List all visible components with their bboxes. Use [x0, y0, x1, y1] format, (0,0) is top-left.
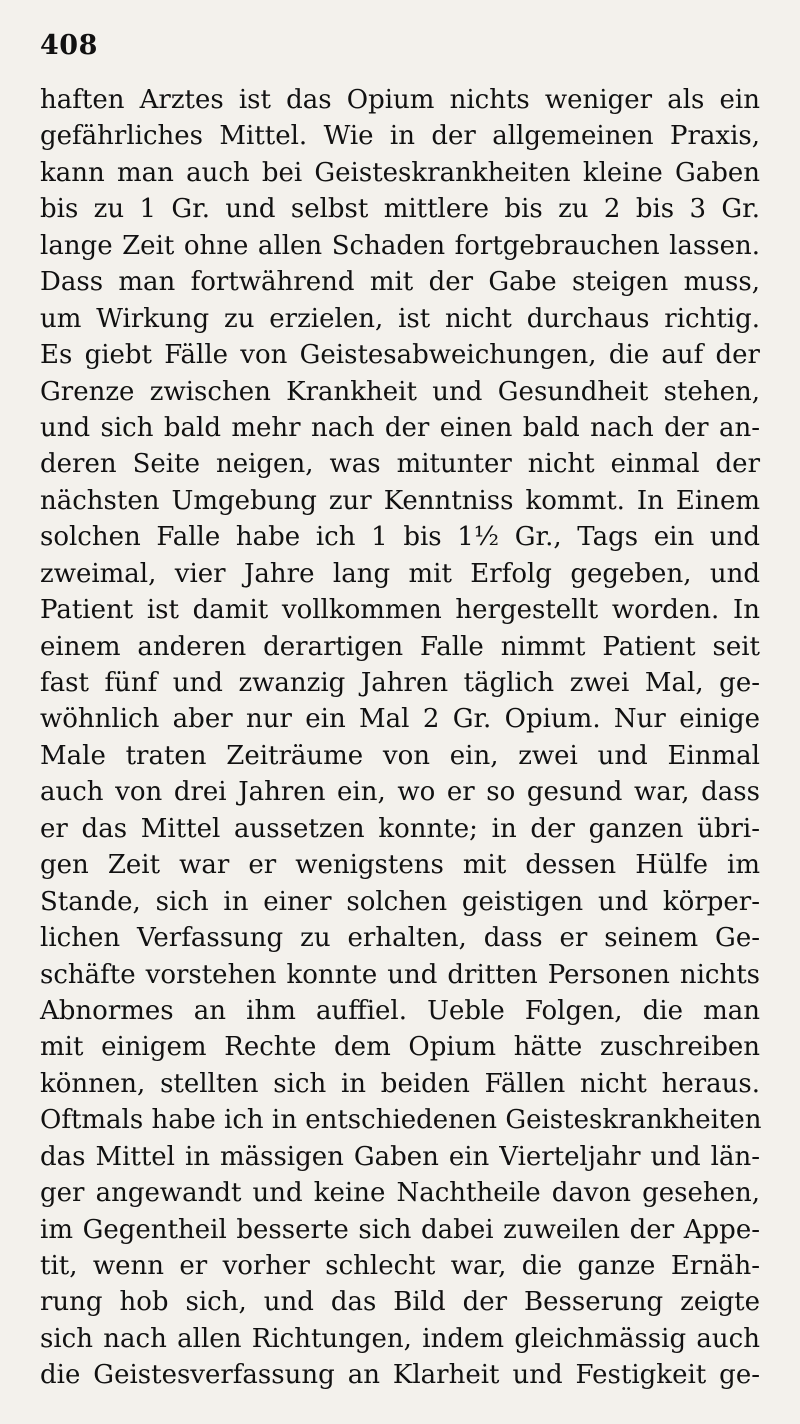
- text-line: lange Zeit ohne allen Schaden fortgebrauchen lassen.: [40, 230, 760, 261]
- text-line: fast fünf und zwanzig Jahren täglich zwei Mal, ge-: [40, 668, 760, 698]
- text-line: deren Seite neigen, was mitunter nicht einmal der: [40, 449, 760, 480]
- text-line: auch von drei Jahren ein, wo er so gesund war, dass: [40, 777, 760, 808]
- text-line: können, stellten sich in beiden Fällen nicht heraus.: [40, 1068, 760, 1099]
- text-line: zweimal, vier Jahre lang mit Erfolg gegeben, und: [40, 558, 760, 589]
- text-line: tit, wenn er vorher schlecht war, die ganze Ernäh-: [40, 1251, 760, 1281]
- text-line: er das Mittel aussetzen konnte; in der ganzen übri-: [40, 813, 760, 844]
- text-line: mit einigem Rechte dem Opium hätte zuschreiben: [40, 1032, 760, 1063]
- text-line: Dass man fortwährend mit der Gabe steigen muss,: [40, 267, 760, 298]
- text-line: das Mittel in mässigen Gaben ein Vierteljahr und län-: [40, 1141, 760, 1172]
- text-line: Oftmals habe ich in entschiedenen Geisteskrankheiten: [40, 1105, 762, 1136]
- text-line: Grenze zwischen Krankheit und Gesundheit stehen,: [40, 376, 760, 407]
- text-line: im Gegentheil besserte sich dabei zuweilen der Appe-: [40, 1214, 760, 1245]
- text-line: und sich bald mehr nach der einen bald nach der an-: [40, 412, 760, 443]
- text-line: einem anderen derartigen Falle nimmt Patient seit: [40, 631, 760, 662]
- text-line: um Wirkung zu erzielen, ist nicht durchaus richtig.: [40, 303, 760, 334]
- text-line: nächsten Umgebung zur Kenntniss kommt. In Einem: [40, 485, 760, 516]
- text-line: Abnormes an ihm auffiel. Ueble Folgen, die man: [40, 995, 760, 1026]
- text-line: Es giebt Fälle von Geistesabweichungen, die auf der: [40, 340, 760, 371]
- text-line: sich nach allen Richtungen, indem gleichmässig auch: [40, 1323, 760, 1354]
- text-line: schäfte vorstehen konnte und dritten Personen nichts: [40, 959, 760, 990]
- page-number: 408: [40, 30, 98, 61]
- text-line: haften Arztes ist das Opium nichts weniger als ein: [40, 85, 760, 115]
- text-line: Stande, sich in einer solchen geistigen und körper-: [40, 886, 760, 917]
- text-line: Patient ist damit vollkommen hergestellt worden. In: [40, 595, 760, 626]
- text-line: gefährliches Mittel. Wie in der allgemeinen Praxis,: [40, 121, 760, 152]
- text-line: rung hob sich, und das Bild der Besserung zeigte: [40, 1287, 760, 1318]
- text-line: die Geistesverfassung an Klarheit und Festigkeit ge-: [40, 1360, 760, 1391]
- text-line: lichen Verfassung zu erhalten, dass er seinem Ge-: [40, 923, 760, 954]
- text-line: bis zu 1 Gr. und selbst mittlere bis zu 2 bis 3 Gr.: [40, 194, 760, 225]
- text-line: wöhnlich aber nur ein Mal 2 Gr. Opium. Nur einige: [40, 704, 760, 735]
- text-line: solchen Falle habe ich 1 bis 1½ Gr., Tags ein und: [40, 522, 760, 553]
- body-text: [40, 82, 760, 1394]
- text-line: kann man auch bei Geisteskrankheiten kleine Gaben: [40, 157, 760, 188]
- text-line: ger angewandt und keine Nachtheile davon gesehen,: [40, 1178, 760, 1209]
- text-line: Male traten Zeiträume von ein, zwei und Einmal: [40, 740, 760, 771]
- text-line: gen Zeit war er wenigstens mit dessen Hülfe im: [40, 850, 760, 881]
